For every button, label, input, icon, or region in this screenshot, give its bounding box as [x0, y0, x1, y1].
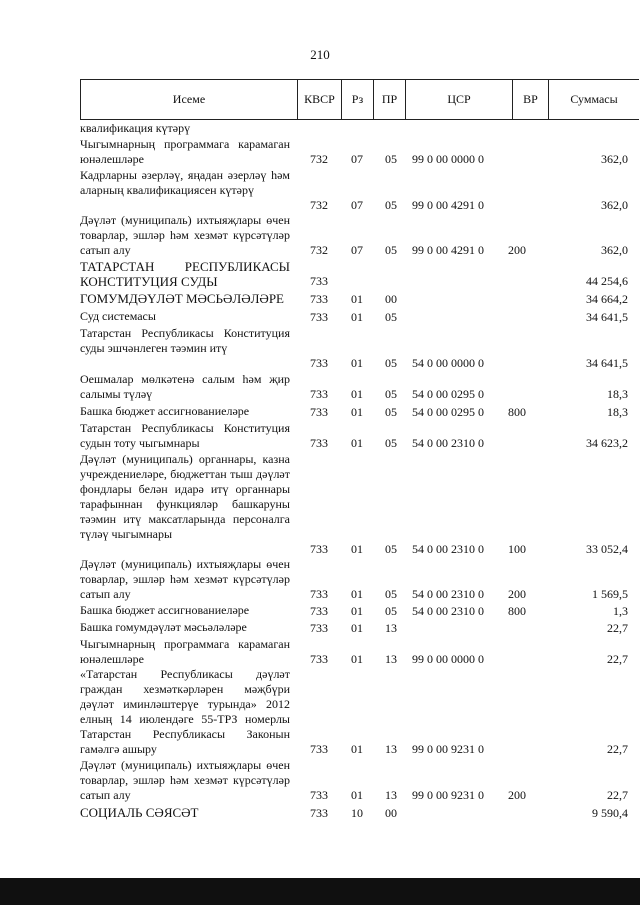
row-rz: 01 [351, 604, 363, 618]
row-rz: 01 [351, 292, 363, 306]
row-rz: 01 [351, 621, 363, 635]
table-row [80, 168, 628, 213]
row-name: квалификация күтәрү [80, 121, 191, 135]
row-name: «Татарстан Республикасы дәүләт граждан хезмәткәрләрен мәҗбүри дәүләт иминләштерүе турында» 2012 елның 14 июлендәге 55-ТРЗ номерлы Татарстан Республикасы Законын гамәлгә ашыру [80, 667, 290, 756]
row-sum: 44 254,6 [586, 274, 628, 288]
row-kvsr: 733 [310, 806, 328, 820]
row-sum: 22,7 [607, 742, 628, 756]
table-row [80, 805, 628, 821]
row-pr: 13 [385, 621, 397, 635]
row-kvsr: 732 [310, 243, 328, 257]
row-csr: 99 0 00 9231 0 [412, 742, 484, 756]
row-kvsr: 733 [310, 788, 328, 802]
row-pr: 05 [385, 436, 397, 450]
row-sum: 1 569,5 [592, 587, 628, 601]
row-rz: 01 [351, 788, 363, 802]
header-sum: Суммасы [570, 92, 618, 106]
row-sum: 1,3 [613, 604, 628, 618]
row-sum: 34 623,2 [586, 436, 628, 450]
row-pr: 05 [385, 405, 397, 419]
row-kvsr: 732 [310, 198, 328, 212]
row-sum: 34 664,2 [586, 292, 628, 306]
row-name: Башка гомумдәүләт мәсьәләләре [80, 620, 247, 634]
header-vr: ВР [513, 80, 549, 119]
row-rz: 01 [351, 652, 363, 666]
header-pr: ПР [374, 80, 406, 119]
row-csr: 99 0 00 0000 0 [412, 152, 484, 166]
row-name: Башка бюджет ассигнованиеләре [80, 603, 250, 617]
row-name: Кадрларны әзерләү, яңадан әзерләү һәм аларның квалификациясен күтәрү [80, 168, 290, 197]
row-name: Татарстан Республикасы Конституция судын тоту чыгымнары [80, 421, 290, 450]
row-pr: 05 [385, 198, 397, 212]
row-sum: 22,7 [607, 652, 628, 666]
row-pr: 05 [385, 243, 397, 257]
row-csr: 54 0 00 2310 0 [412, 587, 484, 601]
row-pr: 13 [385, 742, 397, 756]
row-vr: 100 [508, 542, 526, 556]
row-rz: 01 [351, 356, 363, 370]
row-csr: 54 0 00 0000 0 [412, 356, 484, 370]
header-csr: ЦСР [406, 80, 513, 119]
table-row [80, 213, 628, 258]
row-name: Дәүләт (муниципаль) ихтыяҗлары өчен товарлар, эшләр һәм хезмәт күрсәтүләр сатып алу [80, 213, 290, 257]
row-rz: 01 [351, 542, 363, 556]
row-rz: 01 [351, 587, 363, 601]
row-vr: 800 [508, 604, 526, 618]
row-pr: 05 [385, 356, 397, 370]
row-csr: 99 0 00 9231 0 [412, 788, 484, 802]
row-name: Дәүләт (муниципаль) органнары, казна учреждениеләре, бюджеттан тыш дәүләт фондлары белән идарә итү органнары тарафыннан функцияләр башкаруны тәэмин итү максатларында персоналга түләү чыгымнары [80, 452, 290, 541]
row-csr: 54 0 00 2310 0 [412, 542, 484, 556]
row-pr: 05 [385, 542, 397, 556]
row-name: Суд системасы [80, 309, 156, 323]
table-row [80, 326, 628, 371]
table-header [80, 79, 639, 120]
row-kvsr: 733 [310, 621, 328, 635]
row-rz: 01 [351, 436, 363, 450]
row-kvsr: 733 [310, 604, 328, 618]
row-name: Башка бюджет ассигнованиеләре [80, 404, 250, 418]
row-csr: 99 0 00 4291 0 [412, 243, 484, 257]
scan-bottom-edge [0, 878, 640, 905]
row-kvsr: 733 [310, 405, 328, 419]
row-csr: 99 0 00 4291 0 [412, 198, 484, 212]
row-csr: 54 0 00 0295 0 [412, 387, 484, 401]
row-csr: 54 0 00 2310 0 [412, 604, 484, 618]
header-name: Исеме [81, 80, 298, 119]
table-row [80, 121, 628, 136]
table-row [80, 452, 628, 557]
table-row [80, 421, 628, 451]
row-sum: 362,0 [601, 152, 628, 166]
row-kvsr: 733 [310, 387, 328, 401]
row-sum: 22,7 [607, 621, 628, 635]
header-kvsr: КВСР [298, 80, 342, 119]
row-sum: 34 641,5 [586, 356, 628, 370]
row-vr: 200 [508, 587, 526, 601]
row-pr: 05 [385, 604, 397, 618]
row-sum: 18,3 [607, 405, 628, 419]
row-name: Дәүләт (муниципаль) ихтыяҗлары өчен товарлар, эшләр һәм хезмәт күрсәтүләр сатып алу [80, 758, 290, 802]
row-csr: 54 0 00 2310 0 [412, 436, 484, 450]
row-sum: 22,7 [607, 788, 628, 802]
table-row [80, 557, 628, 602]
row-vr: 800 [508, 405, 526, 419]
row-kvsr: 732 [310, 152, 328, 166]
row-kvsr: 733 [310, 292, 328, 306]
row-name: СОЦИАЛЬ СӘЯСӘТ [80, 805, 199, 820]
row-sum: 18,3 [607, 387, 628, 401]
row-name: Чыгымнарның программага карамаган юнәлешләре [80, 137, 290, 166]
row-rz: 01 [351, 310, 363, 324]
row-name: Татарстан Республикасы Конституция суды эшчәнлеген тәэмин итү [80, 326, 290, 355]
row-rz: 01 [351, 405, 363, 419]
row-name: Чыгымнарның программага карамаган юнәлешләре [80, 637, 290, 666]
row-pr: 05 [385, 387, 397, 401]
row-pr: 13 [385, 788, 397, 802]
row-name: ТАТАРСТАН РЕСПУБЛИКАСЫ КОНСТИТУЦИЯ СУДЫ [80, 259, 290, 289]
row-pr: 05 [385, 152, 397, 166]
row-sum: 33 052,4 [586, 542, 628, 556]
table-row [80, 758, 628, 803]
row-kvsr: 733 [310, 742, 328, 756]
row-sum: 362,0 [601, 243, 628, 257]
row-rz: 01 [351, 742, 363, 756]
header-rz: Рз [342, 80, 374, 119]
row-pr: 00 [385, 806, 397, 820]
row-pr: 13 [385, 652, 397, 666]
row-name: Оешмалар мөлкәтенә салым һәм җир салымы түләү [80, 372, 290, 401]
row-kvsr: 733 [310, 542, 328, 556]
row-csr: 99 0 00 0000 0 [412, 652, 484, 666]
row-vr: 200 [508, 788, 526, 802]
row-kvsr: 733 [310, 310, 328, 324]
table-row [80, 620, 628, 636]
row-pr: 05 [385, 310, 397, 324]
table-row [80, 291, 628, 307]
row-sum: 9 590,4 [592, 806, 628, 820]
table-row [80, 667, 628, 757]
row-pr: 05 [385, 587, 397, 601]
table-row [80, 637, 628, 667]
row-kvsr: 733 [310, 652, 328, 666]
row-kvsr: 733 [310, 587, 328, 601]
row-kvsr: 733 [310, 356, 328, 370]
row-rz: 07 [351, 198, 363, 212]
table-row [80, 137, 628, 167]
row-kvsr: 733 [310, 274, 328, 288]
row-rz: 07 [351, 152, 363, 166]
row-name: Дәүләт (муниципаль) ихтыяҗлары өчен товарлар, эшләр һәм хезмәт күрсәтүләр сатып алу [80, 557, 290, 601]
row-rz: 10 [351, 806, 363, 820]
row-vr: 200 [508, 243, 526, 257]
table-row [80, 603, 628, 619]
table-row [80, 372, 628, 402]
row-sum: 362,0 [601, 198, 628, 212]
table-row [80, 309, 628, 325]
row-kvsr: 733 [310, 436, 328, 450]
row-rz: 07 [351, 243, 363, 257]
table-row [80, 404, 628, 420]
page-number: 210 [310, 47, 330, 62]
row-csr: 54 0 00 0295 0 [412, 405, 484, 419]
row-sum: 34 641,5 [586, 310, 628, 324]
table-row [80, 259, 628, 289]
row-pr: 00 [385, 292, 397, 306]
row-name: ГОМУМДӘҮЛӘТ МӘСЬӘЛӘЛӘРЕ [80, 291, 284, 306]
row-rz: 01 [351, 387, 363, 401]
